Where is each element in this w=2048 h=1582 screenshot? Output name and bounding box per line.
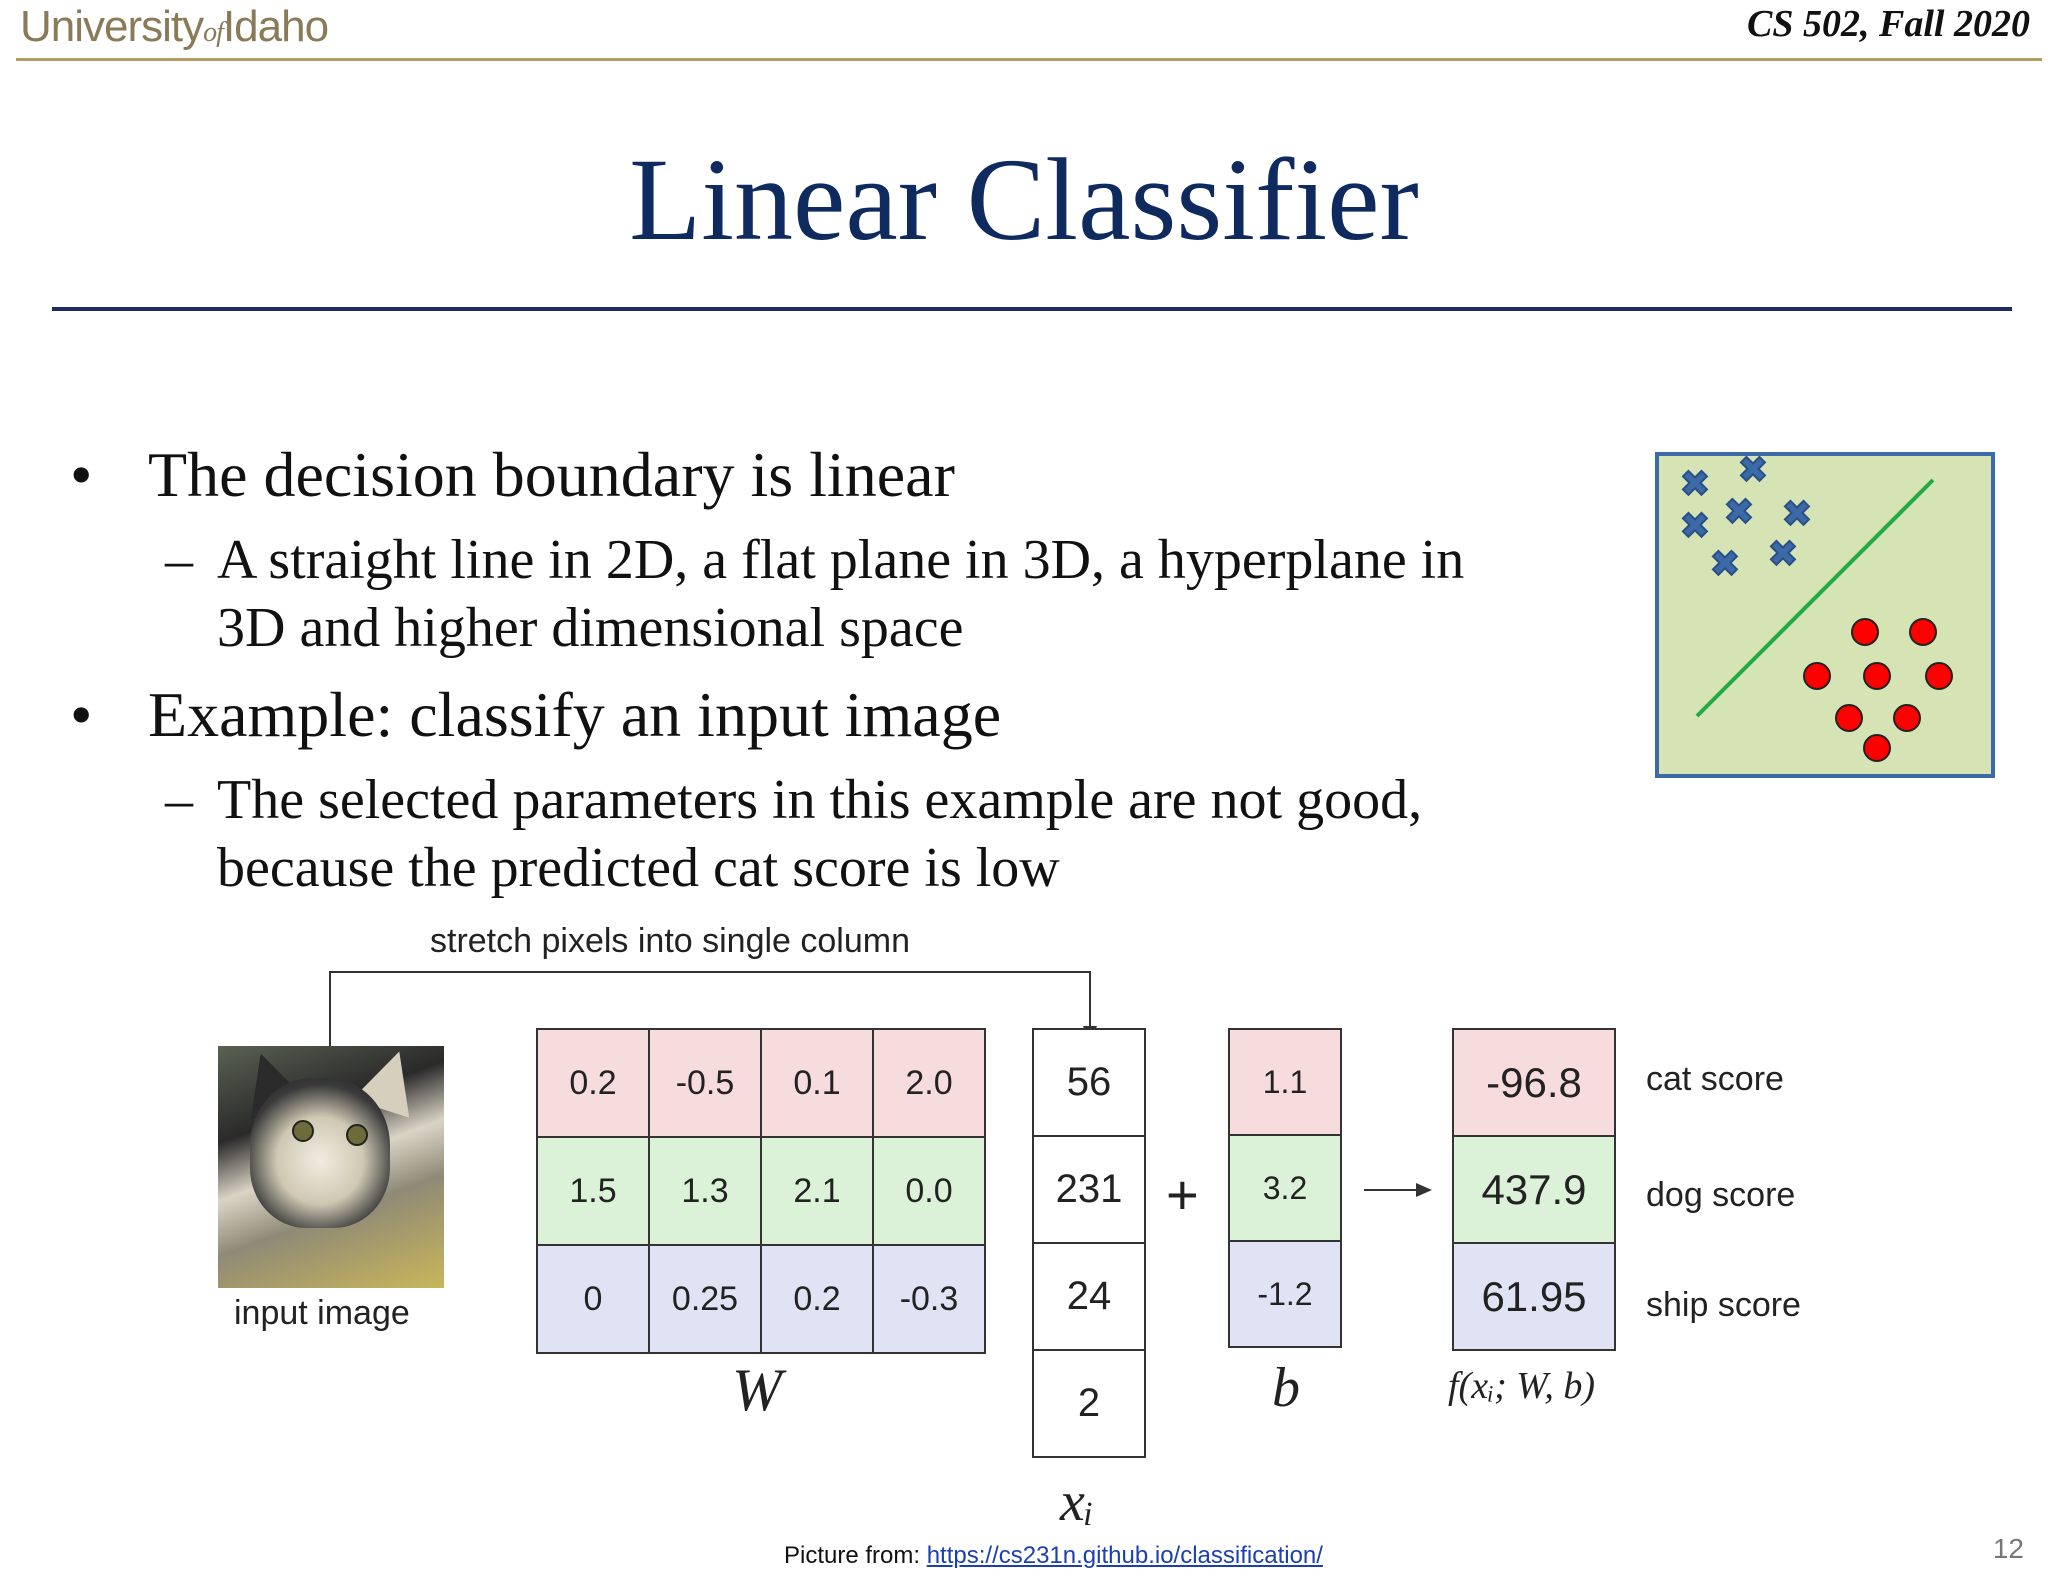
class-o-marker — [1804, 663, 1830, 689]
weight-cell: 1.3 — [649, 1137, 761, 1245]
weight-row-dog — [537, 1137, 985, 1245]
class-x-marker: ✖ — [1679, 506, 1711, 547]
class-o-marker — [1910, 619, 1936, 645]
bias-cell: 3.2 — [1229, 1135, 1341, 1241]
sub-bullet-2: – The selected parameters in this example are not good, because the predicted cat score is low — [165, 769, 1423, 899]
score-cell: 437.9 — [1453, 1136, 1615, 1243]
university-logo: UniversityofIdaho — [20, 2, 329, 51]
pixel-cell: 2 — [1033, 1350, 1145, 1457]
cat-face — [250, 1078, 390, 1228]
sub-bullet-1: – A straight line in 2D, a flat plane in 3D, a hyperplane in 3D and higher dimensional space — [165, 529, 1465, 659]
score-vector — [1452, 1028, 1616, 1351]
xi-symbol: xᵢ — [1060, 1471, 1094, 1533]
weight-cell: 2.0 — [873, 1029, 985, 1137]
cat-eye — [292, 1120, 314, 1142]
dog-score-label: dog score — [1646, 1176, 1796, 1214]
page-number: 12 — [1992, 1533, 2024, 1564]
stretch-pixels-label: stretch pixels into single column — [430, 922, 911, 960]
pixel-cell: 24 — [1033, 1243, 1145, 1350]
cat-eye — [346, 1124, 368, 1146]
weight-cell: -0.5 — [649, 1029, 761, 1137]
class-o-marker — [1926, 663, 1952, 689]
bias-vector — [1228, 1028, 1342, 1348]
weight-matrix — [536, 1028, 986, 1354]
title-divider — [52, 307, 2012, 311]
bias-cell: -1.2 — [1229, 1241, 1341, 1347]
weight-cell: 1.5 — [537, 1137, 649, 1245]
ship-score-label: ship score — [1646, 1286, 1801, 1324]
class-x-marker: ✖ — [1723, 492, 1755, 533]
class-x-marker: ✖ — [1767, 534, 1799, 575]
class-o-marker — [1894, 705, 1920, 731]
weight-cell: 0.1 — [761, 1029, 873, 1137]
pixel-cell: 56 — [1033, 1029, 1145, 1136]
weight-cell: 0.25 — [649, 1245, 761, 1353]
header-divider — [16, 58, 2042, 61]
result-arrow — [1362, 1178, 1434, 1202]
cat-score-label: cat score — [1646, 1060, 1784, 1098]
slide-title: Linear Classifier — [629, 134, 1419, 265]
class-o-marker — [1864, 663, 1890, 689]
course-label: CS 502, Fall 2020 — [1747, 3, 2030, 45]
weight-row-cat — [537, 1029, 985, 1137]
score-cell: -96.8 — [1453, 1029, 1615, 1136]
input-image-label: input image — [234, 1294, 410, 1332]
bullet-2: • Example: classify an input image — [70, 679, 1002, 750]
class-x-marker: ✖ — [1737, 452, 1769, 491]
pixel-vector — [1032, 1028, 1146, 1458]
b-symbol: b — [1272, 1357, 1300, 1419]
weight-cell: 0.2 — [761, 1245, 873, 1353]
pixel-cell: 231 — [1033, 1136, 1145, 1243]
class-x-marker: ✖ — [1679, 464, 1711, 505]
f-symbol: f(xᵢ; W, b) — [1448, 1365, 1596, 1407]
class-x-marker: ✖ — [1709, 544, 1741, 585]
weight-row-ship — [537, 1245, 985, 1353]
decision-boundary-plot — [1655, 452, 1995, 778]
weight-cell: 0.2 — [537, 1029, 649, 1137]
class-x-marker: ✖ — [1781, 494, 1813, 535]
class-o-marker — [1852, 619, 1878, 645]
w-symbol: W — [732, 1357, 782, 1423]
picture-credit: Picture from: https://cs231n.github.io/classification/ — [784, 1542, 1323, 1569]
weight-cell: 2.1 — [761, 1137, 873, 1245]
class-o-marker — [1864, 735, 1890, 761]
class-o-marker — [1836, 705, 1862, 731]
bias-cell: 1.1 — [1229, 1029, 1341, 1135]
bullet-1: • The decision boundary is linear — [70, 439, 955, 510]
score-cell: 61.95 — [1453, 1243, 1615, 1350]
source-link[interactable]: https://cs231n.github.io/classification/ — [926, 1542, 1323, 1569]
weight-cell: -0.3 — [873, 1245, 985, 1353]
weight-cell: 0.0 — [873, 1137, 985, 1245]
weight-cell: 0 — [537, 1245, 649, 1353]
plus-sign: + — [1166, 1163, 1199, 1226]
